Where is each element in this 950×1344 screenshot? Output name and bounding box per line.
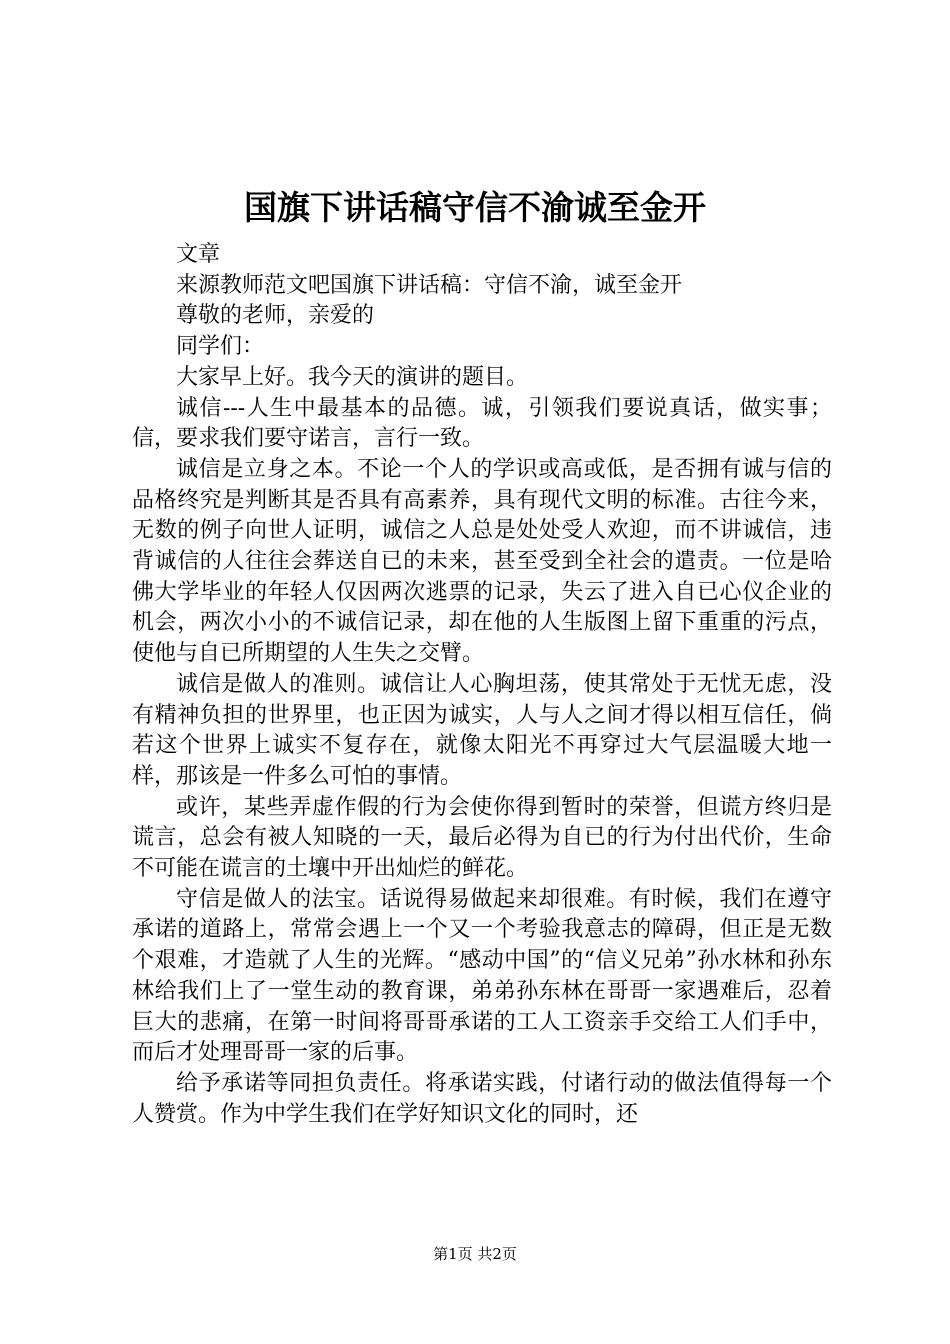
paragraph: 诚信是立身之本。不论一个人的学识或高或低，是否拥有诚与信的品格终究是判断其是否具有高素养，具有现代文明的标准。古往今来，无数的例子向世人证明，诚信之人总是处处受人欢迎，而不讲诚信，违背诚信的人往往会葬送自已的未来，甚至受到全社会的遣责。一位是哈佛大学毕业的年轻人仅因两次逃票的记录，失云了进入自已心仪企业的机会，两次小小的不诚信记录，却在他的人生版图上留下重重的污点，使他与自已所期望的人生失之交臂。 [132, 456, 832, 667]
paragraph: 给予承诺等同担负责任。将承诺实践，付诸行动的做法值得每一个人赞赏。作为中学生我们在学好知识文化的同时，还 [132, 1070, 832, 1127]
document-body [132, 240, 832, 1130]
paragraph: 尊敬的老师，亲爱的 [176, 303, 375, 329]
paragraph: 同学们： [176, 334, 265, 360]
paragraph: 诚信是做人的准则。诚信让人心胸坦荡，使其常处于无忧无虑，没有精神负担的世界里，也正因为诚实，人与人之间才得以相互信任，倘若这个世界上诚实不复存在，就像太阳光不再穿过大气层温暖大地一样，那该是一件多么可怕的事情。 [132, 671, 832, 789]
paragraph: 大家早上好。我今天的演讲的题目。 [176, 364, 529, 390]
paragraph: 或许，某些弄虚作假的行为会使你得到暂时的荣誉，但谎方终归是谎言，总会有被人知晓的一天，最后必得为自已的行为付出代价，生命不可能在谎言的土壤中开出灿烂的鲜花。 [132, 794, 832, 882]
paragraph: 来源教师范文吧国旗下讲话稿：守信不渝，诚至金开 [176, 272, 683, 298]
paragraph: 诚信---人生中最基本的品德。诚，引领我们要说真话，做实事；信，要求我们要守诺言，言行一致。 [132, 395, 832, 452]
paragraph: 守信是做人的法宝。话说得易做起来却很难。有时候，我们在遵守承诺的道路上，常常会遇上一个又一个考验我意志的障碍，但正是无数个艰难，才造就了人生的光辉。“感动中国”的“信义兄弟”孙水林和孙东林给我们上了一堂生动的教育课，弟弟孙东林在哥哥一家遇难后，忍着巨大的悲痛，在第一时间将哥哥承诺的工人工资亲手交给工人们手中，而后才处理哥哥一家的后事。 [132, 886, 832, 1066]
document-title: 国旗下讲话稿守信不渝诚至金开 [244, 188, 706, 227]
page-footer: 第1页 共2页 [433, 1245, 517, 1263]
paragraph: 文章 [176, 242, 221, 267]
